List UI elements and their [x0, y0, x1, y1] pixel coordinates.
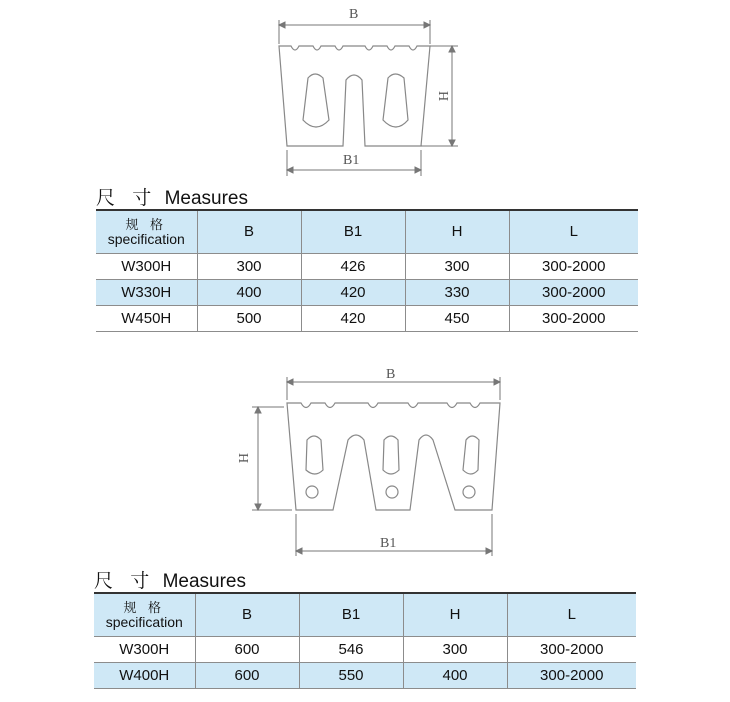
cell-b: 400 [197, 279, 301, 305]
label-b: B [386, 367, 396, 382]
cell-b1: 426 [301, 253, 405, 279]
cell-l: 300-2000 [507, 662, 636, 688]
cell-spec: W450H [96, 305, 197, 331]
title-en: Measures [164, 188, 248, 209]
cell-b1: 546 [299, 636, 403, 662]
title-cn: 尺 寸 [96, 188, 158, 209]
label-h: H [435, 91, 450, 102]
fender-outline-1 [279, 46, 430, 146]
header-b: B [197, 210, 301, 253]
cell-spec: W330H [96, 279, 197, 305]
cell-h: 300 [405, 253, 509, 279]
cell-h: 300 [403, 636, 507, 662]
cell-l: 300-2000 [509, 279, 638, 305]
measures-table-1 [96, 209, 638, 332]
table-row [96, 279, 638, 305]
fender-drawing-1 [0, 0, 730, 190]
table-row [94, 636, 636, 662]
cell-h: 400 [403, 662, 507, 688]
fender-drawing-2 [0, 355, 730, 565]
cell-spec: W400H [94, 662, 195, 688]
cell-l: 300-2000 [507, 636, 636, 662]
cell-l: 300-2000 [509, 305, 638, 331]
header-b1: B1 [301, 210, 405, 253]
header-spec: 规 格 specification [96, 210, 197, 253]
cell-b: 300 [197, 253, 301, 279]
cell-h: 450 [405, 305, 509, 331]
title-en: Measures [162, 571, 246, 592]
header-l: L [507, 593, 636, 636]
cell-b: 600 [195, 662, 299, 688]
label-h: H [235, 453, 250, 464]
cell-b1: 550 [299, 662, 403, 688]
table-row [96, 305, 638, 331]
cell-spec: W300H [96, 253, 197, 279]
cell-b1: 420 [301, 279, 405, 305]
table-header-row [94, 593, 636, 636]
fender-outline-2 [287, 403, 500, 510]
cell-b1: 420 [301, 305, 405, 331]
measures-table-2 [94, 592, 636, 689]
header-h: H [403, 593, 507, 636]
measures-title-1 [96, 183, 248, 210]
dimension-h [252, 407, 292, 510]
table-row [94, 662, 636, 688]
table-header-row [96, 210, 638, 253]
header-l: L [509, 210, 638, 253]
table-row [96, 253, 638, 279]
header-b: B [195, 593, 299, 636]
cell-b: 500 [197, 305, 301, 331]
label-b1: B1 [380, 536, 397, 551]
title-cn: 尺 寸 [94, 571, 156, 592]
dimension-b [279, 20, 430, 44]
cell-spec: W300H [94, 636, 195, 662]
header-b1: B1 [299, 593, 403, 636]
header-spec: 规 格 specification [94, 593, 195, 636]
header-h: H [405, 210, 509, 253]
cell-h: 330 [405, 279, 509, 305]
cell-b: 600 [195, 636, 299, 662]
label-b: B [349, 7, 359, 22]
cell-l: 300-2000 [509, 253, 638, 279]
label-b1: B1 [343, 153, 360, 168]
measures-title-2 [94, 566, 246, 593]
